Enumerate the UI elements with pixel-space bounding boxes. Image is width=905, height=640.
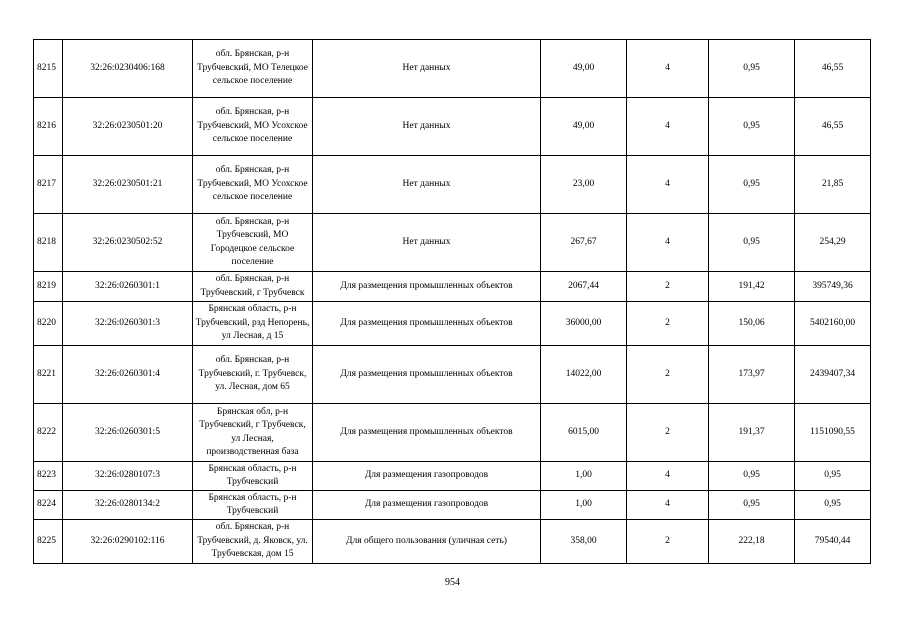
address-cell: Брянская область, р-н Трубчевский <box>193 462 313 491</box>
group-cell: 4 <box>627 491 709 520</box>
cadastral-number-cell: 32:26:0260301:3 <box>63 302 193 346</box>
specific-value-cell: 191,37 <box>709 404 795 462</box>
address-cell: обл. Брянская, р-н Трубчевский, МО Усохское сельское поселение <box>193 98 313 156</box>
cadastral-value-cell: 79540,44 <box>795 520 871 564</box>
table-row <box>34 214 871 272</box>
permitted-use-cell: Для размещения промышленных объектов <box>313 346 541 404</box>
specific-value-cell: 191,42 <box>709 272 795 302</box>
group-cell: 4 <box>627 40 709 98</box>
permitted-use-cell: Для размещения газопроводов <box>313 491 541 520</box>
cadastral-value-cell: 0,95 <box>795 491 871 520</box>
cadastral-number-cell: 32:26:0280107:3 <box>63 462 193 491</box>
address-cell: обл. Брянская, р-н Трубчевский, МО Усохское сельское поселение <box>193 156 313 214</box>
specific-value-cell: 0,95 <box>709 98 795 156</box>
specific-value-cell: 222,18 <box>709 520 795 564</box>
row-number-cell: 8222 <box>34 404 63 462</box>
permitted-use-cell: Для размещения промышленных объектов <box>313 302 541 346</box>
permitted-use-cell: Нет данных <box>313 156 541 214</box>
specific-value-cell: 150,06 <box>709 302 795 346</box>
row-number-cell: 8221 <box>34 346 63 404</box>
group-cell: 2 <box>627 302 709 346</box>
table-row <box>34 520 871 564</box>
row-number-cell: 8219 <box>34 272 63 302</box>
permitted-use-cell: Для общего пользования (уличная сеть) <box>313 520 541 564</box>
address-cell: обл. Брянская, р-н Трубчевский, МО Городецкое сельское поселение <box>193 214 313 272</box>
area-cell: 14022,00 <box>541 346 627 404</box>
table-row <box>34 40 871 98</box>
area-cell: 6015,00 <box>541 404 627 462</box>
table-row <box>34 302 871 346</box>
row-number-cell: 8225 <box>34 520 63 564</box>
table-row <box>34 462 871 491</box>
area-cell: 23,00 <box>541 156 627 214</box>
specific-value-cell: 0,95 <box>709 156 795 214</box>
permitted-use-cell: Нет данных <box>313 98 541 156</box>
cadastral-number-cell: 32:26:0230502:52 <box>63 214 193 272</box>
table-row <box>34 346 871 404</box>
specific-value-cell: 173,97 <box>709 346 795 404</box>
address-cell: Брянская область, р-н Трубчевский, рзд Непорень, ул Лесная, д 15 <box>193 302 313 346</box>
cadastral-number-cell: 32:26:0230406:168 <box>63 40 193 98</box>
area-cell: 358,00 <box>541 520 627 564</box>
area-cell: 1,00 <box>541 462 627 491</box>
cadastral-value-cell: 395749,36 <box>795 272 871 302</box>
cadastral-value-cell: 46,55 <box>795 40 871 98</box>
specific-value-cell: 0,95 <box>709 462 795 491</box>
permitted-use-cell: Для размещения промышленных объектов <box>313 404 541 462</box>
address-cell: обл. Брянская, р-н Трубчевский, г Трубчевск <box>193 272 313 302</box>
cadastral-number-cell: 32:26:0280134:2 <box>63 491 193 520</box>
specific-value-cell: 0,95 <box>709 491 795 520</box>
area-cell: 36000,00 <box>541 302 627 346</box>
table-row <box>34 156 871 214</box>
group-cell: 4 <box>627 156 709 214</box>
area-cell: 2067,44 <box>541 272 627 302</box>
group-cell: 2 <box>627 346 709 404</box>
row-number-cell: 8217 <box>34 156 63 214</box>
row-number-cell: 8216 <box>34 98 63 156</box>
cadastral-value-cell: 21,85 <box>795 156 871 214</box>
specific-value-cell: 0,95 <box>709 40 795 98</box>
area-cell: 49,00 <box>541 98 627 156</box>
cadastral-number-cell: 32:26:0230501:21 <box>63 156 193 214</box>
land-registry-table <box>33 39 871 564</box>
address-cell: обл. Брянская, р-н Трубчевский, г. Трубчевск, ул. Лесная, дом 65 <box>193 346 313 404</box>
cadastral-number-cell: 32:26:0260301:5 <box>63 404 193 462</box>
cadastral-number-cell: 32:26:0260301:1 <box>63 272 193 302</box>
address-cell: Брянская обл, р-н Трубчевский, г Трубчевск, ул Лесная, производственная база <box>193 404 313 462</box>
row-number-cell: 8224 <box>34 491 63 520</box>
group-cell: 2 <box>627 520 709 564</box>
cadastral-value-cell: 0,95 <box>795 462 871 491</box>
row-number-cell: 8223 <box>34 462 63 491</box>
table-row <box>34 272 871 302</box>
cadastral-value-cell: 1151090,55 <box>795 404 871 462</box>
permitted-use-cell: Для размещения газопроводов <box>313 462 541 491</box>
cadastral-value-cell: 46,55 <box>795 98 871 156</box>
permitted-use-cell: Для размещения промышленных объектов <box>313 272 541 302</box>
cadastral-value-cell: 2439407,34 <box>795 346 871 404</box>
group-cell: 2 <box>627 272 709 302</box>
cadastral-number-cell: 32:26:0290102:116 <box>63 520 193 564</box>
group-cell: 4 <box>627 98 709 156</box>
area-cell: 49,00 <box>541 40 627 98</box>
row-number-cell: 8220 <box>34 302 63 346</box>
cadastral-value-cell: 254,29 <box>795 214 871 272</box>
group-cell: 4 <box>627 214 709 272</box>
row-number-cell: 8215 <box>34 40 63 98</box>
table-row <box>34 404 871 462</box>
group-cell: 4 <box>627 462 709 491</box>
cadastral-number-cell: 32:26:0260301:4 <box>63 346 193 404</box>
table-row <box>34 98 871 156</box>
page-number: 954 <box>445 577 460 588</box>
cadastral-value-cell: 5402160,00 <box>795 302 871 346</box>
specific-value-cell: 0,95 <box>709 214 795 272</box>
area-cell: 1,00 <box>541 491 627 520</box>
address-cell: обл. Брянская, р-н Трубчевский, д. Яковск, ул. Трубчевская, дом 15 <box>193 520 313 564</box>
permitted-use-cell: Нет данных <box>313 214 541 272</box>
area-cell: 267,67 <box>541 214 627 272</box>
cadastral-number-cell: 32:26:0230501:20 <box>63 98 193 156</box>
permitted-use-cell: Нет данных <box>313 40 541 98</box>
row-number-cell: 8218 <box>34 214 63 272</box>
table-row <box>34 491 871 520</box>
table-body <box>34 40 871 564</box>
group-cell: 2 <box>627 404 709 462</box>
address-cell: обл. Брянская, р-н Трубчевский, МО Телецкое сельское поселение <box>193 40 313 98</box>
address-cell: Брянская область, р-н Трубчевский <box>193 491 313 520</box>
